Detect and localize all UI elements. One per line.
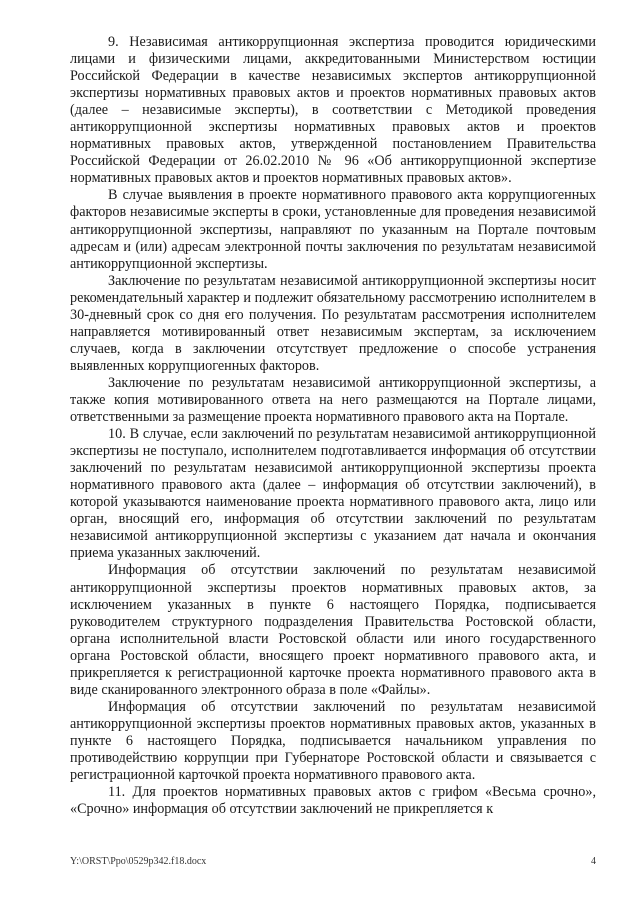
paragraph-9-publication: Заключение по результатам независимой антикоррупционной экспертизы, а также копия мотивированного ответа на него размещаются на Портале лицами, ответственными за размещение проекта нормативного правового акта на Портале. bbox=[70, 374, 596, 426]
paragraph-10: 10. В случае, если заключений по результатам независимой антикоррупционной экспертизы не поступало, исполнителем подготавливается информация об отсутствии заключений по результатам независимой антикоррупционной экспертизы проекта нормативного правового акта (далее – информация об отсутствии заключений), в которой указываются наименование проекта нормативного правового акта, лицо или орган, вносящий его, информация об отсутствии заключений по результатам независимой антикоррупционной экспертизы с указанием дат начала и окончания приема указанных заключений. bbox=[70, 426, 596, 562]
document-body bbox=[70, 34, 596, 818]
paragraph-11: 11. Для проектов нормативных правовых актов с грифом «Весьма срочно», «Срочно» информация об отсутствии заключений не прикрепляется к bbox=[70, 784, 596, 818]
paragraph-9-conclusion: Заключение по результатам независимой антикоррупционной экспертизы носит рекомендательный характер и подлежит обязательному рассмотрению исполнителем в 30-дневный срок со дня его получения. По результатам рассмотрения исполнителем направляется мотивированный ответ независимым экспертам, за исключением случаев, когда в заключении отсутствует предложение о способе устранения выявленных коррупциогенных факторов. bbox=[70, 272, 596, 374]
page-number: 4 bbox=[591, 856, 596, 867]
paragraph-10-signing: Информация об отсутствии заключений по результатам независимой антикоррупционной экспертизы проектов нормативных правовых актов, за исключением указанных в пункте 6 настоящего Порядка, подписывается руководителем структурного подразделения Правительства Ростовской области, органа исполнительной власти Ростовской области или иного государственного органа Ростовской области, вносящего проект нормативного правового акта, и прикрепляется к регистрационной карточке проекта нормативного правового акта в виде сканированного электронного образа в поле «Файлы». bbox=[70, 562, 596, 698]
footer-file-path: Y:\ORST\Ppo\0529p342.f18.docx bbox=[70, 856, 207, 867]
paragraph-9-detection: В случае выявления в проекте нормативного правового акта коррупциогенных факторов независимые эксперты в сроки, установленные для проведения независимой антикоррупционной экспертизы, направляют по указанным на Портале почтовым адресам и (или) адресам электронной почты заключения по результатам независимой антикоррупционной экспертизы. bbox=[70, 187, 596, 272]
paragraph-10-item6: Информация об отсутствии заключений по результатам независимой антикоррупционной экспертизы проектов нормативных правовых актов, указанных в пункте 6 настоящего Порядка, подписывается начальником управления по противодействию коррупции при Губернаторе Ростовской области и связывается с регистрационной карточкой проекта нормативного правового акта. bbox=[70, 698, 596, 784]
paragraph-9: 9. Независимая антикоррупционная экспертиза проводится юридическими лицами и физическими лицами, аккредитованными Министерством юстиции Российской Федерации в качестве независимых экспертов антикоррупционной экспертизы нормативных правовых актов и проектов нормативных правовых актов (далее – независимые эксперты), в соответствии с Методикой проведения антикоррупционной экспертизы нормативных правовых актов и проектов нормативных правовых актов, утвержденной постановлением Правительства Российской Федерации от 26.02.2010 № 96 «Об антикоррупционной экспертизе нормативных правовых актов и проектов нормативных правовых актов». bbox=[70, 34, 596, 187]
